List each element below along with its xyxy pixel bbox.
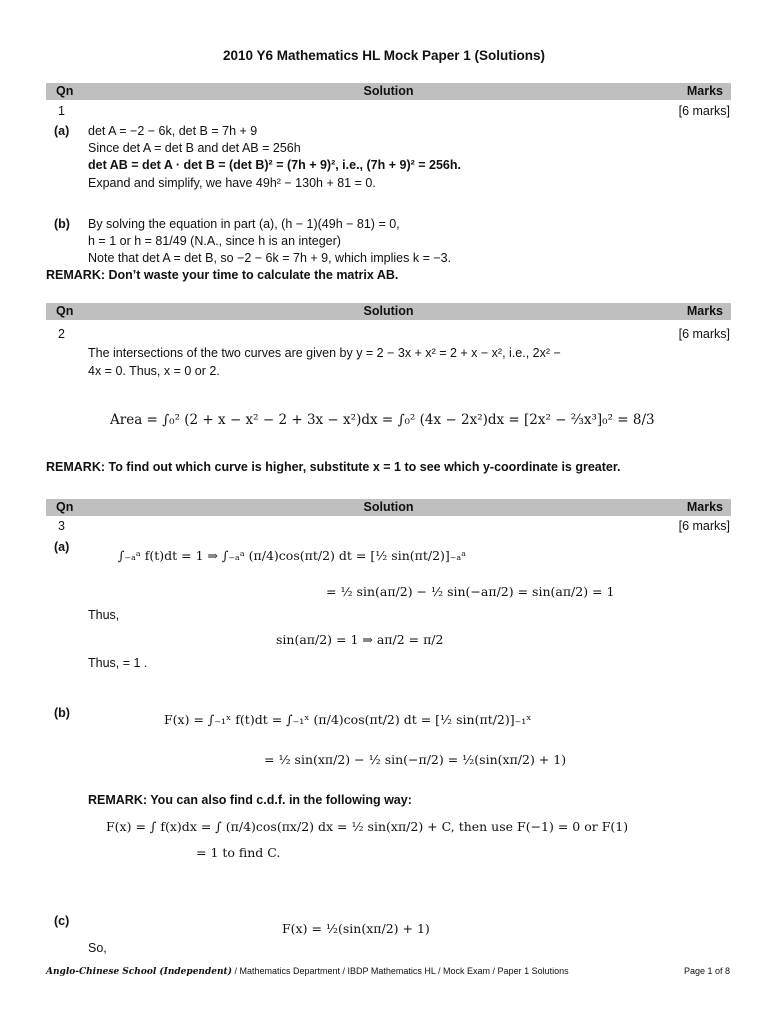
header-marks: Marks <box>686 500 723 514</box>
question-number-3: 3 <box>58 519 65 533</box>
question-number-1: 1 <box>58 104 65 118</box>
q3-c-so: So, <box>88 941 107 955</box>
table-header-q1 <box>46 83 731 100</box>
q3-b-remark: REMARK: You can also find c.d.f. in the following way: <box>88 793 412 807</box>
footer-path <box>46 966 569 977</box>
header-solution: Solution <box>363 304 414 318</box>
header-qn: Qn <box>56 304 74 318</box>
footer-breadcrumb: / Mathematics Department / IBDP Mathematics HL / Mock Exam / Paper 1 Solutions <box>234 966 569 976</box>
q2-area-equation: Area = ∫₀² (2 + x − x² − 2 + 3x − x²)dx = ∫₀² (4x − 2x²)dx = [2x² − ⅔x³]₀² = 8/3 <box>110 412 655 428</box>
q3-b-equation2: = ½ sin(xπ/2) − ½ sin(−π/2) = ½(sin(xπ/2) + 1) <box>264 752 567 767</box>
q3-b-equation3: F(x) = ∫ f(x)dx = ∫ (π/4)cos(πx/2) dx = ½ sin(xπ/2) + C, then use F(−1) = 0 or F(1) <box>106 819 629 834</box>
header-marks: Marks <box>686 84 723 98</box>
q2-line2: 4x = 0. Thus, x = 0 or 2. <box>88 364 220 378</box>
q2-line1: The intersections of the two curves are given by y = 2 − 3x + x² = 2 + x − x², i.e., 2x² − <box>88 346 561 360</box>
table-header-q3 <box>46 499 731 516</box>
q1-a-line2: Since det A = det B and det AB = 256h <box>88 141 301 155</box>
q1-a-line1: det A = −2 − 6k, det B = 7h + 9 <box>88 124 258 138</box>
q1-b-line1: By solving the equation in part (a), (h − 1)(49h − 81) = 0, <box>88 217 400 231</box>
table-header-q2 <box>46 303 731 320</box>
part-label-1b: (b) <box>54 217 70 231</box>
marks-q1: [6 marks] <box>678 104 730 118</box>
header-qn: Qn <box>56 500 74 514</box>
header-solution: Solution <box>363 84 414 98</box>
part-label-3a: (a) <box>54 540 70 554</box>
q3-a-equation2: = ½ sin(aπ/2) − ½ sin(−aπ/2) = sin(aπ/2) = 1 <box>326 584 615 599</box>
part-label-3b: (b) <box>54 706 70 720</box>
marks-q3: [6 marks] <box>678 519 730 533</box>
header-marks: Marks <box>686 304 723 318</box>
q2-remark: REMARK: To find out which curve is higher, substitute x = 1 to see which y-coordinate is greater. <box>46 460 621 474</box>
q3-a-thus2: Thus, = 1 . <box>88 656 148 670</box>
header-qn: Qn <box>56 84 74 98</box>
q1-b-line3: Note that det A = det B, so −2 − 6k = 7h + 9, which implies k = −3. <box>88 251 452 265</box>
part-label-1a: (a) <box>54 124 70 138</box>
header-solution: Solution <box>363 500 414 514</box>
q1-a-line4: Expand and simplify, we have 49h² − 130h + 81 = 0. <box>88 176 376 190</box>
q3-a-equation1: ∫₋ₐᵃ f(t)dt = 1 ⇒ ∫₋ₐᵃ (π/4)cos(πt/2) dt = [½ sin(πt/2)]₋ₐᵃ <box>118 548 467 563</box>
question-number-2: 2 <box>58 327 65 341</box>
q1-b-line2: h = 1 or h = 81/49 (N.A., since h is an integer) <box>88 234 341 248</box>
q3-c-equation1: F(x) = ½(sin(xπ/2) + 1) <box>282 921 430 936</box>
page-number: Page 1 of 8 <box>683 966 730 976</box>
q3-b-equation4: = 1 to find C. <box>196 845 281 860</box>
q1-remark: REMARK: Don’t waste your time to calculate the matrix AB. <box>46 268 399 282</box>
q3-a-equation3: sin(aπ/2) = 1 ⇒ aπ/2 = π/2 <box>276 632 444 647</box>
document-title: 2010 Y6 Mathematics HL Mock Paper 1 (Solutions) <box>222 48 546 63</box>
part-label-3c: (c) <box>54 914 70 928</box>
marks-q2: [6 marks] <box>678 327 730 341</box>
q3-b-equation1: F(x) = ∫₋₁ˣ f(t)dt = ∫₋₁ˣ (π/4)cos(πt/2) dt = [½ sin(πt/2)]₋₁ˣ <box>164 712 532 727</box>
footer-school: Anglo-Chinese School (Independent) <box>46 967 232 977</box>
q3-a-thus1: Thus, <box>88 608 120 622</box>
q1-a-line3: det AB = det A · det B = (det B)² = (7h + 9)², i.e., (7h + 9)² = 256h. <box>88 158 461 172</box>
